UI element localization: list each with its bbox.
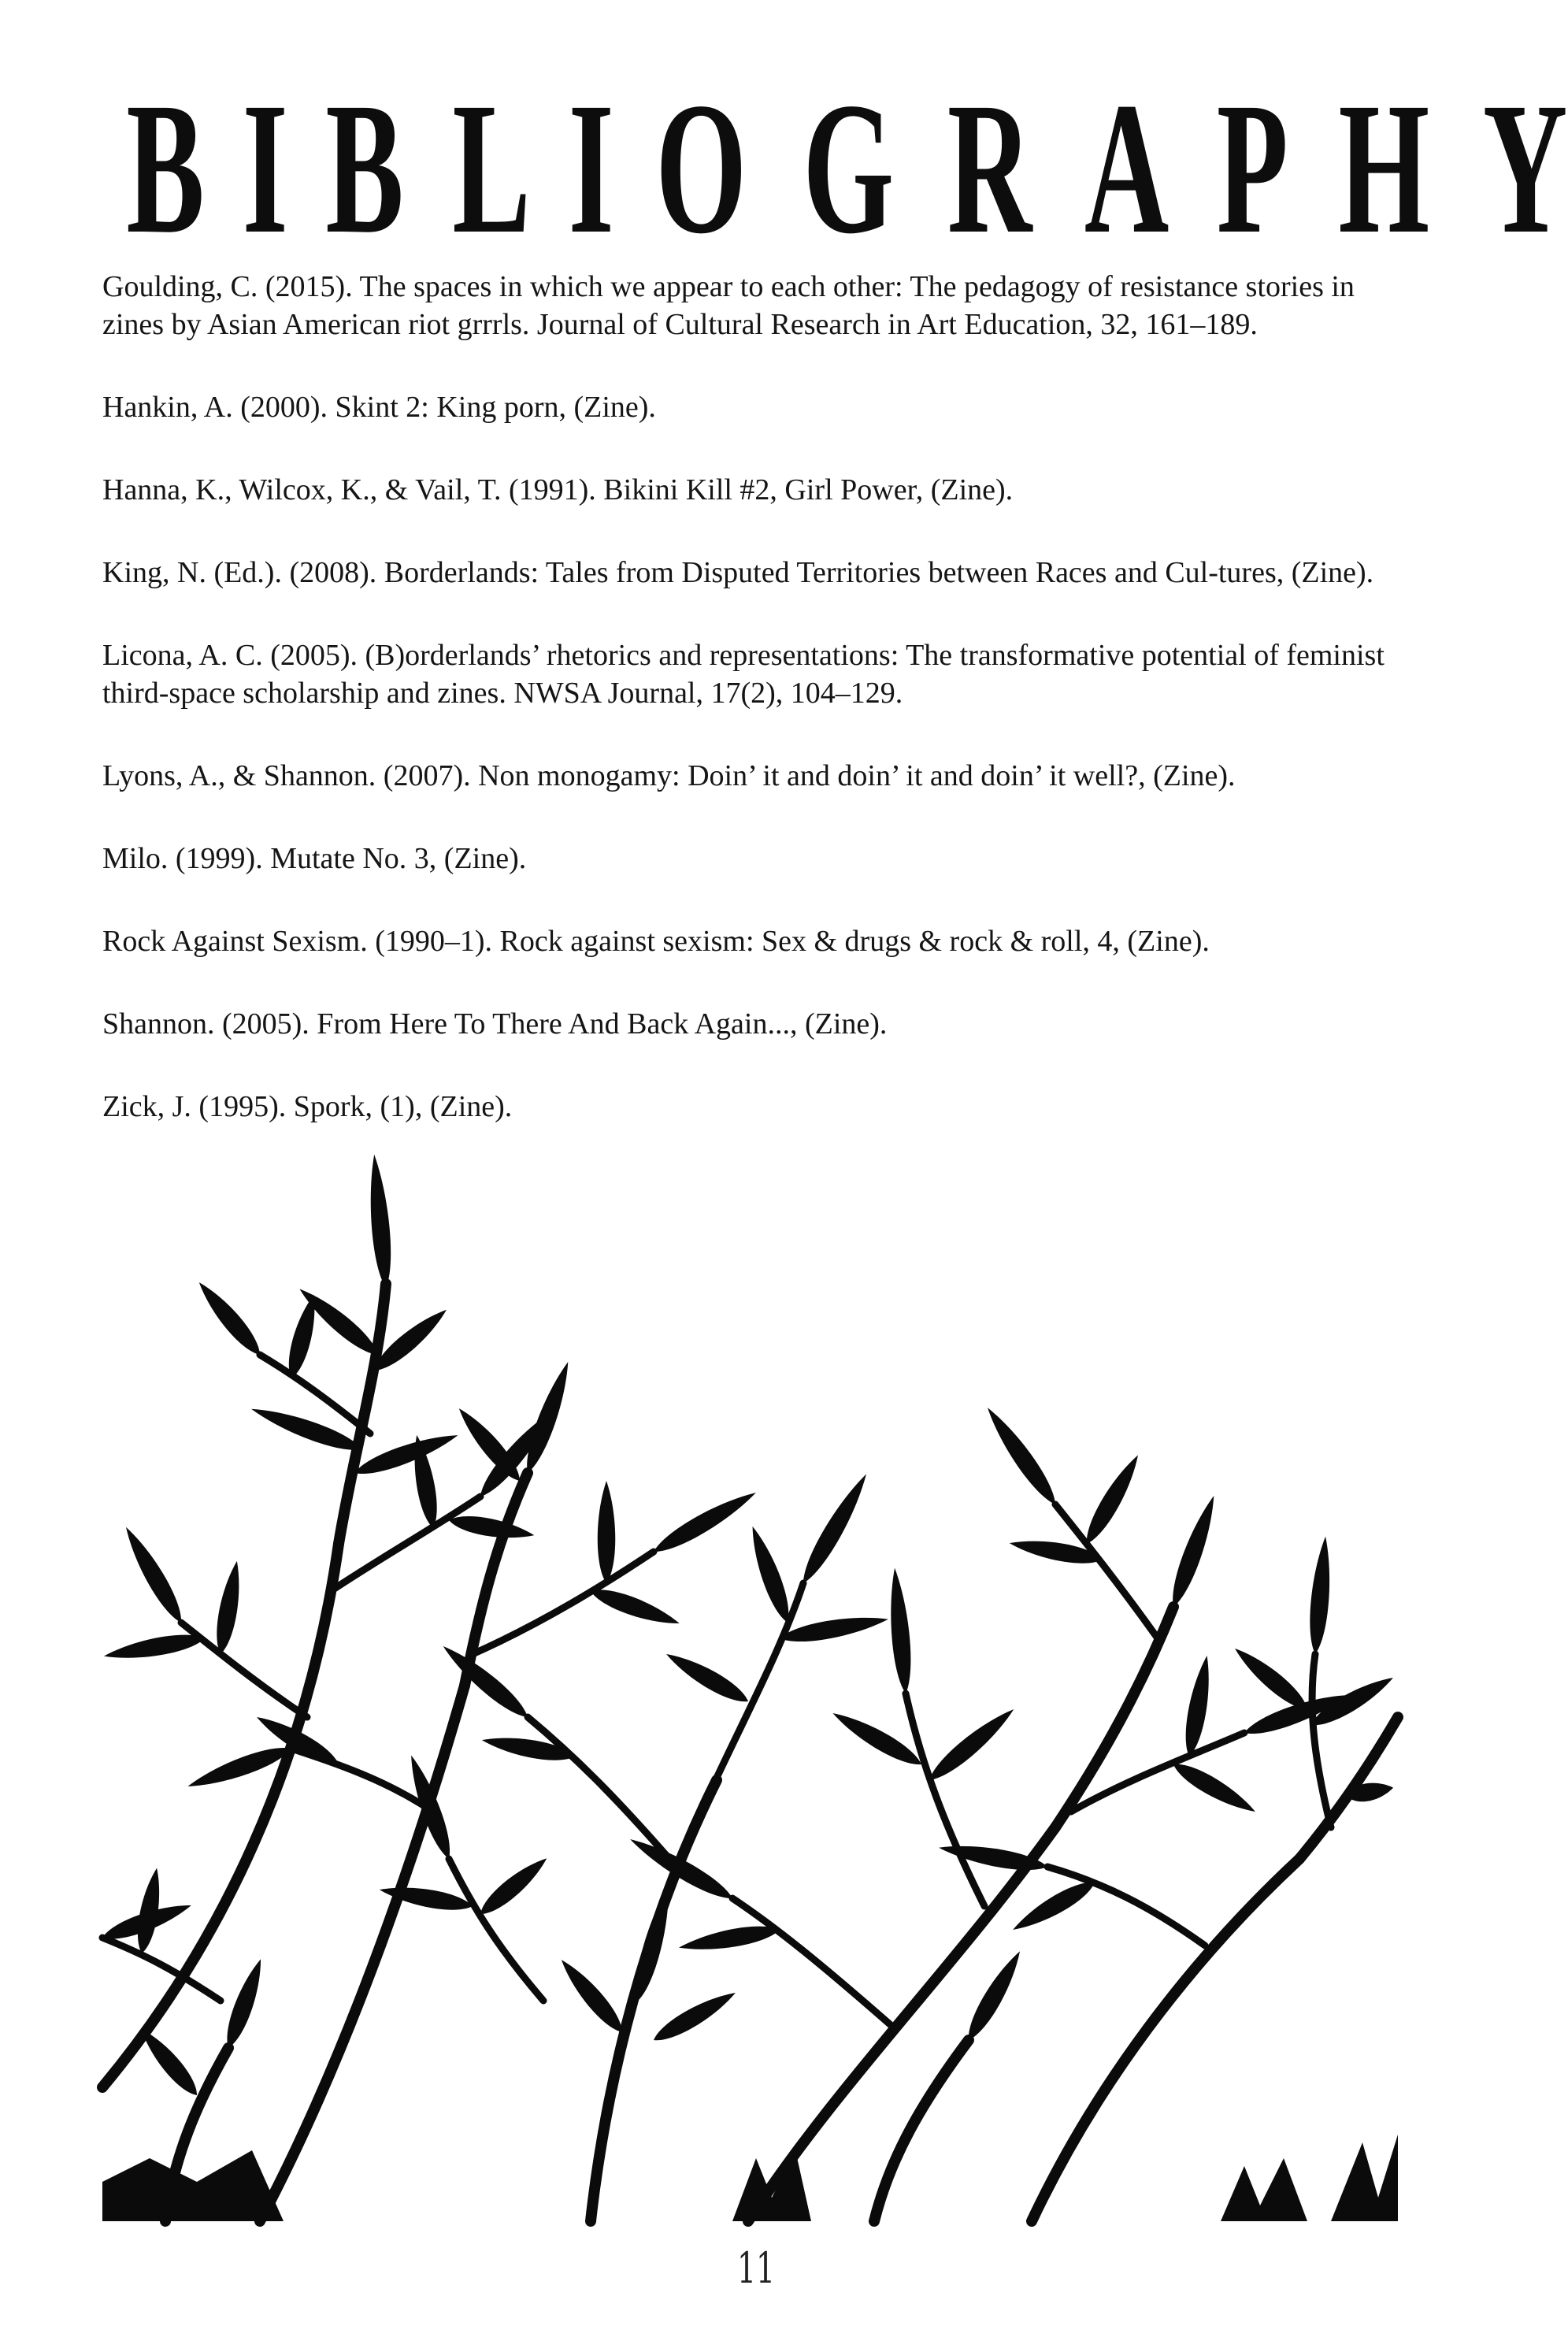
- bibliography-entry: Shannon. (2005). From Here To There And Back Again..., (Zine).: [102, 1007, 888, 1041]
- title-letter: L: [451, 63, 531, 273]
- title-letter: I: [242, 63, 288, 273]
- title-letter: R: [947, 63, 1032, 273]
- bibliography-entry: Zick, J. (1995). Spork, (1), (Zine).: [102, 1090, 513, 1123]
- bibliography-entry: Licona, A. C. (2005). (B)orderlands’ rhetorics and representations: The transformative potential of feminist third-space scholarship and zines. NWSA Journal, 17(2), 104–129.: [102, 639, 1385, 710]
- bibliography-entry: Rock Against Sexism. (1990–1). Rock against sexism: Sex & drugs & rock & roll, 4, (Zine).: [102, 925, 1210, 958]
- title-letter: H: [1338, 63, 1429, 273]
- bibliography-entry: Hankin, A. (2000). Skint 2: King porn, (Zine).: [102, 391, 656, 424]
- title-letter: G: [803, 63, 894, 273]
- bibliography-entry: Milo. (1999). Mutate No. 3, (Zine).: [102, 842, 527, 875]
- title-letter: Y: [1483, 63, 1568, 273]
- bibliography-entry: Hanna, K., Wilcox, K., & Vail, T. (1991). Bikini Kill #2, Girl Power, (Zine).: [102, 473, 1014, 506]
- plant-silhouette-illustration: [102, 1213, 1398, 2221]
- page-number: 11: [736, 2243, 776, 2293]
- page-title: [102, 63, 1568, 273]
- title-letter: B: [126, 63, 205, 273]
- bibliography-entry: King, N. (Ed.). (2008). Borderlands: Tales from Disputed Territories between Races and Cul-tures, (Zine).: [102, 556, 1374, 589]
- title-letter: O: [655, 63, 747, 273]
- title-letter: P: [1216, 63, 1288, 273]
- bibliography-entry: Goulding, C. (2015). The spaces in which we appear to each other: The pedagogy of resistance stories in zines by Asian American riot grrrls. Journal of Cultural Research in Art Education, 32, 161–189.: [102, 270, 1355, 341]
- title-letter: B: [325, 63, 405, 273]
- title-letter: I: [568, 63, 614, 273]
- bibliography-entry: Lyons, A., & Shannon. (2007). Non monogamy: Doin’ it and doin’ it and doin’ it well?, (Zine).: [102, 759, 1236, 792]
- title-letter: A: [1084, 63, 1170, 273]
- bibliography-list: [102, 268, 1410, 1170]
